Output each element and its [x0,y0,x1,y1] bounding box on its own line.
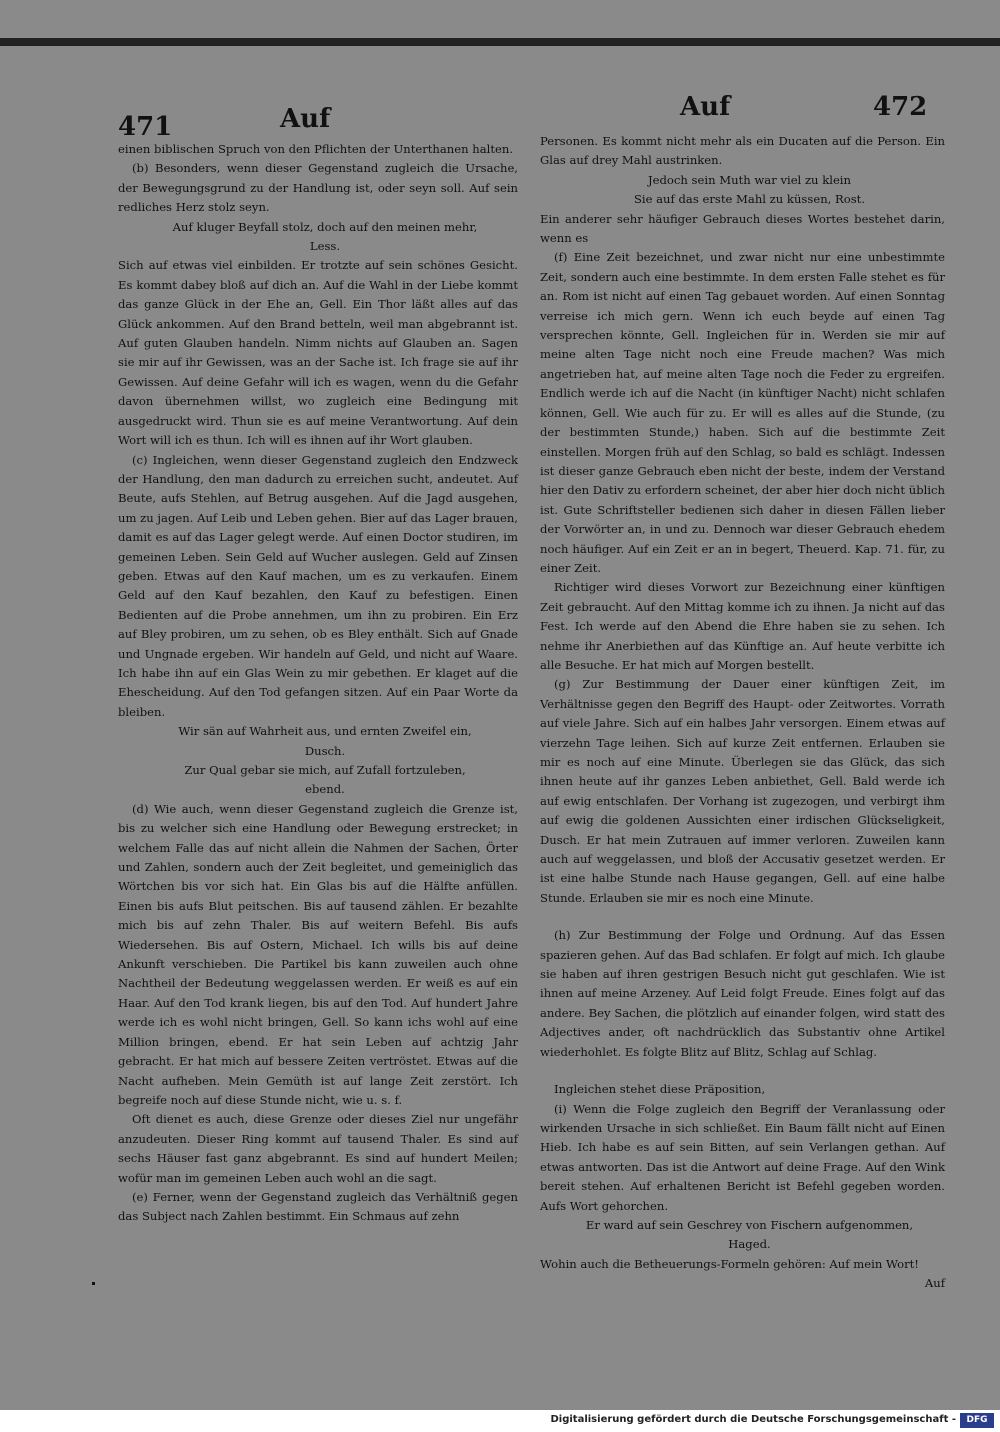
paragraph: (h) Zur Bestimmung der Folge und Ordnung. Auf das Essen spazieren gehen. Auf das Bad schlafen. Er folgt auf mich. Ich glaube sie haben auf ihren gestrigen Besuch nicht gut geschlafen. Wie ist ihnen auf meine Arzeney. Auf Leid folgt Freude. Eines folgt auf das andere. Bey Sachen, die plötzlich auf einander folgen, wird statt des Adjectives ander, oft nachdrücklich das Substantiv ohne Artikel wiederhohlet. Es folgte Blitz auf Blitz, Schlag auf Schlag. [540,928,945,1059]
scan-top-band [0,0,1000,40]
digitization-footer [0,1410,1000,1432]
quotation-line: Wir sän auf Wahrheit aus, und ernten Zweifel ein, [178,724,472,739]
paragraph-gap [540,1062,945,1080]
paragraph: (e) Ferner, wenn der Gegenstand zugleich das Verhältniß gegen das Subject nach Zahlen bestimmt. Ein Schmaus auf zehn [118,1189,518,1224]
paragraph: (g) Zur Bestimmung der Dauer einer künftigen Zeit, im Verhältnisse gegen den Begriff des Haupt- oder Zeitwortes. Vorrath auf viele Jahre. Sich auf ein halbes Jahr versorgen. Einem etwas auf vierzehn Tage leihen. Sich auf kurze Zeit entfernen. Erlauben sie mir es noch auf eine Minute. Überlegen sie das Glück, das sich ihnen heute auf ihr ganzes Leben anbiethet, Gell. Bald werde ich auf ewig entschlafen. Der Vorhang ist zugezogen, und verbirgt ihm auf ewig die goldenen Aussichten einer irdischen Glückseligkeit, Dusch. Er hat mein Zutrauen auf immer verloren. Zuweilen kann auch auf weggelassen, und bloß der Accusativ gesetzet werden. Er ist eine halbe Stunde nach Hause gegangen, Gell. auf eine halbe Stunde. Erlauben sie mir es noch eine Minute. [540,677,945,905]
scan-speck [92,1282,95,1285]
paragraph: Oft dienet es auch, diese Grenze oder dieses Ziel nur ungefähr anzudeuten. Dieser Ring kommt auf tausend Thaler. Es sind auf sechs Häuser fast ganz abgebrannt. Es sind auf hundert Meilen; wofür man im gemeinen Leben auch wohl an die sagt. [118,1112,518,1185]
left-page-number: 471 [118,112,173,142]
paragraph: einen biblischen Spruch von den Pflichten der Unterthanen halten. [118,142,514,156]
quotation-line: Less. [309,239,341,254]
paragraph: Ingleichen stehet diese Präposition, [554,1082,766,1097]
quotation-line: Dusch. [304,743,346,758]
paragraph: Personen. Es kommt nicht mehr als ein Ducaten auf die Person. Ein Glas auf drey Mahl austrinken. [540,134,945,168]
quotation-line: Auf kluger Beyfall stolz, doch auf den meinen mehr, [172,219,478,234]
dfg-logo: DFG [960,1413,994,1428]
paragraph: Ein anderer sehr häufiger Gebrauch dieses Wortes bestehet darin, wenn es [540,211,945,246]
paragraph-gap [540,908,945,926]
paragraph: Sich auf etwas viel einbilden. Er trotzte auf sein schönes Gesicht. Es kommt dabey bloß auf dich an. Auf die Wahl in der Liebe kommt das ganze Glück in der Ehe an, Gell. Ein Thor läßt alles auf das Glück ankommen. Auf den Brand betteln, weil man abgebrannt ist. Auf guten Glauben handeln. Nimm nichts auf Glauben an. Sagen sie mir auf ihr Gewissen, was an der Sache ist. Ich frage sie auf ihr Gewissen. Auf deine Gefahr will ich es wagen, wenn du die Gefahr davon übernehmen willst, wo zugleich eine Bedingung mit ausgedruckt wird. Thun sie es auf meine Verantwortung. Auf dein Wort will ich es thun. Ich will es ihnen auf ihr Wort glauben. [118,258,518,448]
footer-credit-text: Digitalisierung gefördert durch die Deutsche Forschungsgemeinschaft - [550,1414,956,1425]
right-running-head: Auf [680,92,731,122]
paragraph: (b) Besonders, wenn dieser Gegenstand zugleich die Ursache, der Bewegungsgrund zu der Handlung ist, oder seyn soll. Auf sein redliches Herz stolz seyn. [118,161,518,215]
scan-top-edge [0,38,1000,46]
paragraph: (c) Ingleichen, wenn dieser Gegenstand zugleich den Endzweck der Handlung, den man dadurch zu erreichen sucht, andeutet. Auf Beute, aufs Stehlen, auf Betrug ausgehen. Auf die Jagd ausgehen, um zu jagen. Auf Leib und Leben gehen. Bier auf das Lager brauen, damit es auf das Lager gelegt werde. Auf einen Doctor studiren, im gemeinen Leben. Sein Geld auf Wucher auslegen. Geld auf Zinsen geben. Etwas auf den Kauf machen, um es zu verkaufen. Einem Geld auf den Kauf bezahlen, den Kauf zu befestigen. Einen Bedienten auf die Probe annehmen, um ihn zu probiren. Ein Erz auf Bley probiren, um zu sehen, ob es Bley enthält. Sich auf Gnade und Ungnade ergeben. Wir handeln auf Geld, und nicht auf Waare. Ich habe ihn auf ein Glas Wein zu mir gebethen. Er klaget auf die Ehescheidung. Auf den Tod gefangen sitzen. Auf ein Paar Worte da bleiben. [118,452,518,719]
right-page-number: 472 [873,92,928,122]
quotation-line: Haged. [728,1237,771,1252]
paragraph: (f) Eine Zeit bezeichnet, und zwar nicht nur eine unbestimmte Zeit, sondern auch eine bestimmte. In dem ersten Falle stehet es für an. Rom ist nicht auf einen Tag gebauet worden. Auf einen Sonntag verreise ich mich gern. Wenn ich euch beyde auf einen Tag versprechen könnte, Gell. Ingleichen für in. Werden sie mir auf meine alten Tage nicht noch eine Freude machen? Was mich angetrieben hat, auf meine alten Tage noch die Feder zu ergreifen. Endlich werde ich auf die Nacht (in künftiger Nacht) nicht schlafen können, Gell. Wie auch für zu. Er will es alles auf die Stunde, (zu der bestimmten Stunde,) haben. Sich auf die bestimmte Zeit einstellen. Morgen früh auf den Schlag, so bald es schlägt. Indessen ist dieser ganze Gebrauch eben nicht der beste, indem der Verstand hier den Dativ zu erfordern scheinet, der aber hier doch nicht üblich ist. Gute Schriftsteller bedienen sich daher in diesen Fällen lieber der Vorwörter an, in und zu. Dennoch war dieser Gebrauch ehedem noch häufiger. Auf ein Zeit er an in begert, Theuerd. Kap. 71. für, zu einer Zeit. [540,250,945,575]
paragraph: Wohin auch die Betheuerungs-Formeln gehören: Auf mein Wort! [540,1256,919,1271]
quotation-line: Er ward auf sein Geschrey von Fischern aufgenommen, [585,1217,914,1232]
paragraph: Richtiger wird dieses Vorwort zur Bezeichnung einer künftigen Zeit gebraucht. Auf den Mittag komme ich zu ihnen. Ja nicht auf das Fest. Ich werde auf den Abend die Ehre haben sie zu sehen. Ich nehme ihr Anerbiethen auf das Künftige an. Auf heute verbitte ich alle Besuche. Er hat mich auf Morgen bestellt. [540,580,945,672]
quotation-line: Jedoch sein Muth war viel zu klein [648,172,851,187]
quotation-line: ebend. [305,782,345,797]
quotation-line: Zur Qual gebar sie mich, auf Zufall fortzuleben, [184,763,466,777]
paragraph: Auf [924,1276,945,1291]
paragraph: (i) Wenn die Folge zugleich den Begriff der Veranlassung oder wirkenden Ursache in sich schließet. Ein Baum fällt nicht auf Einen Hieb. Ich habe es auf sein Bitten, auf sein Verlangen gethan. Auf etwas antworten. Das ist die Antwort auf deine Frage. Auf den Wink bereit stehen. Auf erhaltenen Bericht ist Befehl gegeben worden. Aufs Wort gehorchen. [540,1101,945,1213]
quotation-line: Sie auf das erste Mahl zu küssen, Rost. [633,192,866,207]
left-text-column [118,140,518,1240]
right-text-column [540,132,945,1291]
left-running-head: Auf [280,104,331,134]
paragraph: (d) Wie auch, wenn dieser Gegenstand zugleich die Grenze ist, bis zu welcher sich eine Handlung oder Bewegung erstrecket; in welchem Falle das auf nicht allein die Nahmen der Sachen, Örter und Zahlen, sondern auch der Zeit begleitet, und gemeiniglich das Wörtchen bis vor sich hat. Ein Glas bis auf die Hälfte anfüllen. Einen bis aufs Blut peitschen. Bis auf tausend zählen. Er bezahlte mich bis auf zehn Thaler. Bis auf weitern Befehl. Bis aufs Wiedersehen. Bis auf Ostern, Michael. Ich wills bis auf deine Ankunft verschieben. Die Partikel bis kann zuweilen auch ohne Nachtheil der Bedeutung weggelassen werden. Er weiß es auf ein Haar. Auf den Tod krank liegen, bis auf den Tod. Auf hundert Jahre werde ich es wohl nicht bringen, Gell. So kann ichs wohl auf eine Million bringen, ebend. Er hat sein Leben auf achtzig Jahr gebracht. Er hat mich auf bessere Zeiten vertröstet. Etwas auf die Nacht aufheben. Mein Gemüth ist auf lange Zeit zerstört. Ich begreife noch auf diese Stunde nicht, wie u. s. f. [118,801,518,1107]
